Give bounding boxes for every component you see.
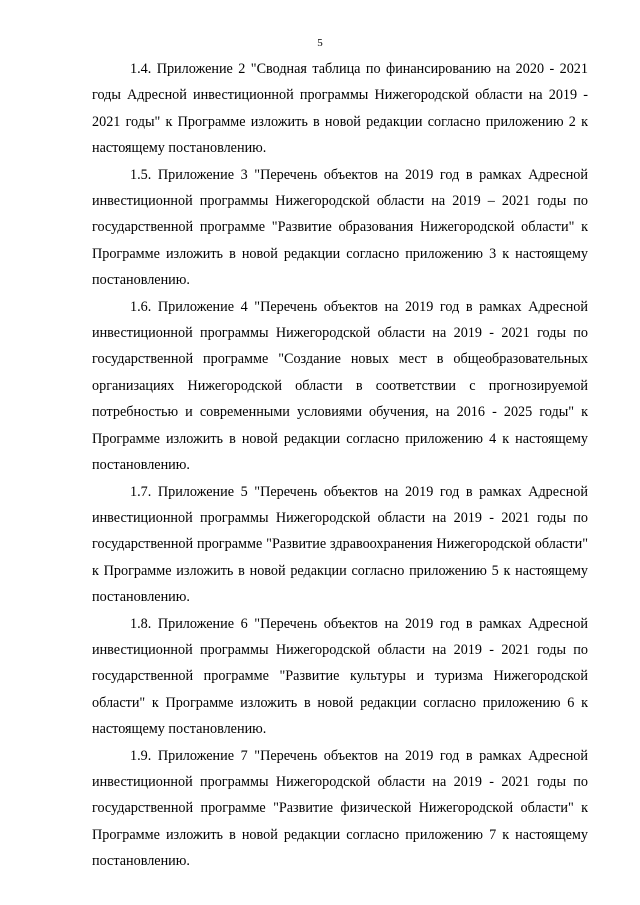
- paragraph-1-9: 1.9. Приложение 7 "Перечень объектов на 2019 год в рамках Адресной инвестиционной программы Нижегородской области на 2019 - 2021 годы по государственной программе "Развитие физической Нижегородской области" к Программе изложить в новой редакции согласно приложению 7 к настоящему постановлению.: [92, 747, 588, 870]
- paragraph-1-4: 1.4. Приложение 2 "Сводная таблица по финансированию на 2020 - 2021 годы Адресной инвестиционной программы Нижегородской области на 2019 - 2021 годы" к Программе изложить в новой редакции согласно приложению 2 к настоящему постановлению.: [92, 61, 588, 157]
- paragraph-1-8: 1.8. Приложение 6 "Перечень объектов на 2019 год в рамках Адресной инвестиционной программы Нижегородской области на 2019 - 2021 годы по государственной программе "Развитие культуры и туризма Нижегородской области" к Программе изложить в новой редакции согласно приложению 6 к настоящему постановлению.: [92, 615, 588, 738]
- paragraph-1-5: 1.5. Приложение 3 "Перечень объектов на 2019 год в рамках Адресной инвестиционной программы Нижегородской области на 2019 – 2021 годы по государственной программе "Развитие образования Нижегородской области" к Программе изложить в новой редакции согласно приложению 3 к настоящему постановлению.: [92, 166, 588, 289]
- page-number: 5: [317, 37, 323, 49]
- paragraph-1-6: 1.6. Приложение 4 "Перечень объектов на 2019 год в рамках Адресной инвестиционной программы Нижегородской области на 2019 - 2021 годы по государственной программе "Создание новых мест в общеобразовательных организациях Нижегородской области в соответствии с прогнозируемой потребностью и современными условиями обучения, на 2016 - 2025 годы" к Программе изложить в новой редакции согласно приложению 4 к настоящему постановлению.: [92, 298, 588, 474]
- document-body: [92, 56, 588, 875]
- paragraph-1-7: 1.7. Приложение 5 "Перечень объектов на 2019 год в рамках Адресной инвестиционной программы Нижегородской области на 2019 - 2021 годы по государственной программе "Развитие здравоохранения Нижегородской области" к Программе изложить в новой редакции согласно приложению 5 к настоящему постановлению.: [92, 483, 588, 606]
